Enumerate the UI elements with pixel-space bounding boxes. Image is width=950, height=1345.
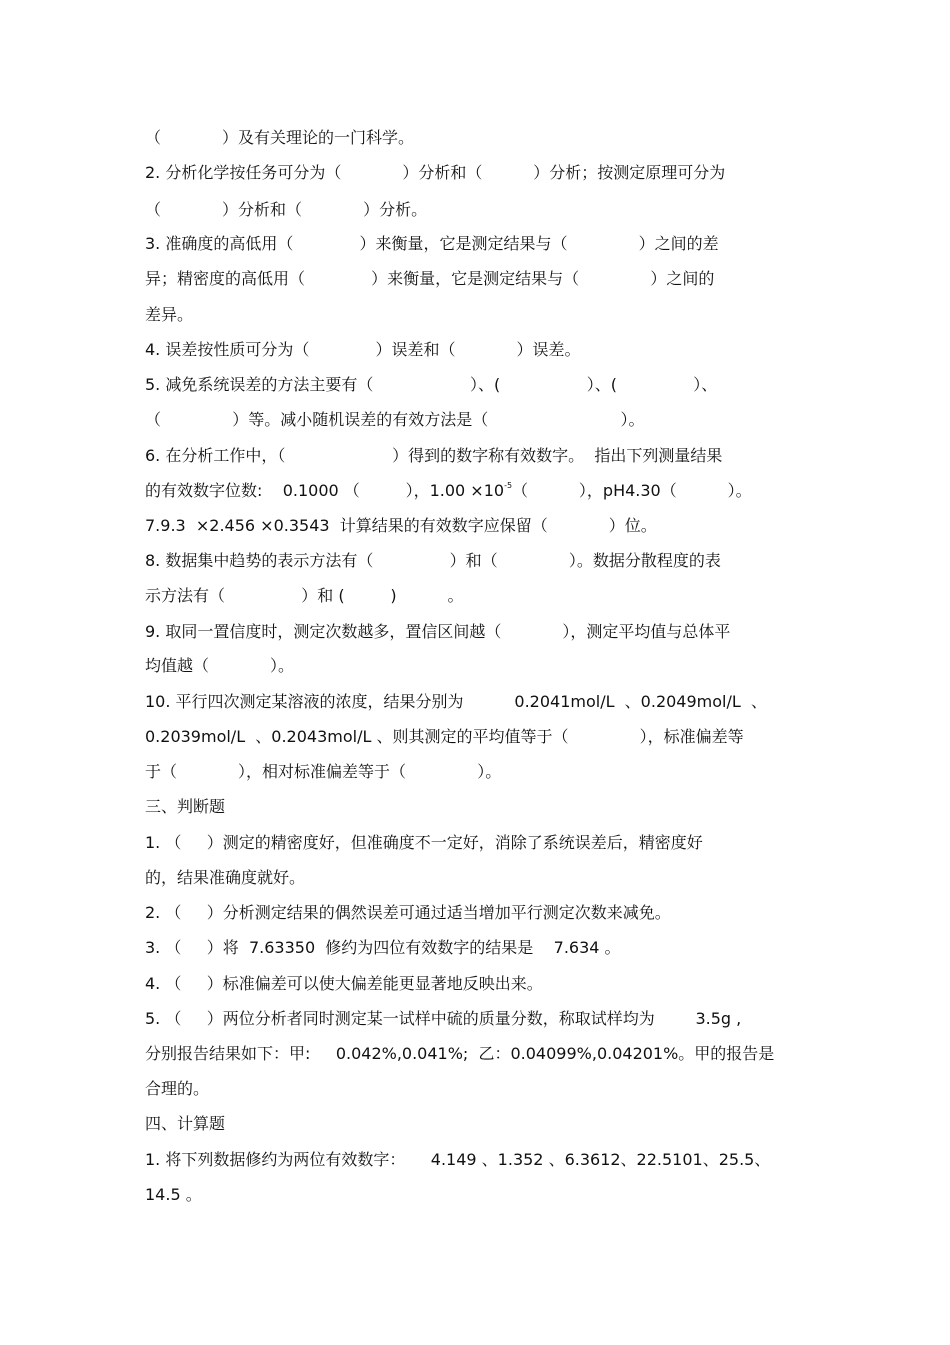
text-line: 8. 数据集中趋势的表示方法有（ ）和（ ）。数据分散程度的表	[145, 551, 721, 570]
text-line: 14.5 。	[145, 1185, 202, 1204]
text-line: 0.2039mol/L 、0.2043mol/L 、则其测定的平均值等于（ ），标准偏差等	[145, 727, 744, 746]
text-line: 2. （ ）分析测定结果的偶然误差可通过适当增加平行测定次数来减免。	[145, 903, 671, 922]
text-line: 9. 取同一置信度时，测定次数越多，置信区间越（ ），测定平均值与总体平	[145, 622, 731, 641]
text-line: 的，结果准确度就好。	[145, 868, 306, 887]
text-line: 6. 在分析工作中，（ ）得到的数字称有效数字。 指出下列测量结果	[145, 446, 723, 465]
superscript-exponent: -5	[504, 481, 513, 490]
text-line: 分别报告结果如下：甲: 0.042%,0.041%; 乙：0.04099%,0.04201%。甲的报告是	[145, 1044, 775, 1063]
text-line: 3. （ ）将 7.63350 修约为四位有效数字的结果是 7.634 。	[145, 938, 621, 957]
text-line: 差异。	[145, 305, 194, 324]
text-line: 均值越（ ）。	[145, 656, 295, 675]
text-line: （ ）分析和（ ）分析。	[145, 200, 428, 219]
text-segment: 的有效数字位数: 0.1000 （ ），1.00 ×10	[145, 481, 505, 500]
text-line: 4. 误差按性质可分为（ ）误差和（ ）误差。	[145, 340, 581, 359]
text-line: 异；精密度的高低用（ ）来衡量，它是测定结果与（ ）之间的	[145, 269, 715, 288]
text-line: 1. 将下列数据修约为两位有效数字： 4.149 、1.352 、6.3612、22.5101、25.5、	[145, 1150, 771, 1169]
text-line: 5. （ ）两位分析者同时测定某一试样中硫的质量分数，称取试样均为 3.5g ,	[145, 1009, 742, 1028]
text-line: （ ）等。减小随机误差的有效方法是（ ）。	[145, 410, 645, 429]
text-line: 5. 减免系统误差的方法主要有（ ）、( ）、( ）、	[145, 375, 718, 394]
section-heading: 三、判断题	[145, 797, 226, 816]
text-line: 于（ ），相对标准偏差等于（ ）。	[145, 762, 502, 781]
text-line: 1. （ ）测定的精密度好，但准确度不一定好，消除了系统误差后，精密度好	[145, 833, 703, 852]
text-line: 3. 准确度的高低用（ ）来衡量，它是测定结果与（ ）之间的差	[145, 234, 719, 253]
text-line: 7.9.3 ×2.456 ×0.3543 计算结果的有效数字应保留（ ）位。	[145, 516, 657, 535]
text-line	[145, 481, 752, 501]
text-segment: （ ），pH4.30（ ）。	[512, 481, 752, 500]
text-line: 2. 分析化学按任务可分为（ ）分析和（ ）分析；按测定原理可分为	[145, 163, 726, 182]
text-line: 示方法有（ ）和 ( ) 。	[145, 586, 464, 605]
section-heading: 四、计算题	[145, 1114, 226, 1133]
text-line: （ ）及有关理论的一门科学。	[145, 128, 415, 147]
text-line: 4. （ ）标准偏差可以使大偏差能更显著地反映出来。	[145, 974, 543, 993]
text-line: 合理的。	[145, 1079, 210, 1098]
text-line: 10. 平行四次测定某溶液的浓度，结果分别为 0.2041mol/L 、0.2049mol/L 、	[145, 692, 767, 711]
